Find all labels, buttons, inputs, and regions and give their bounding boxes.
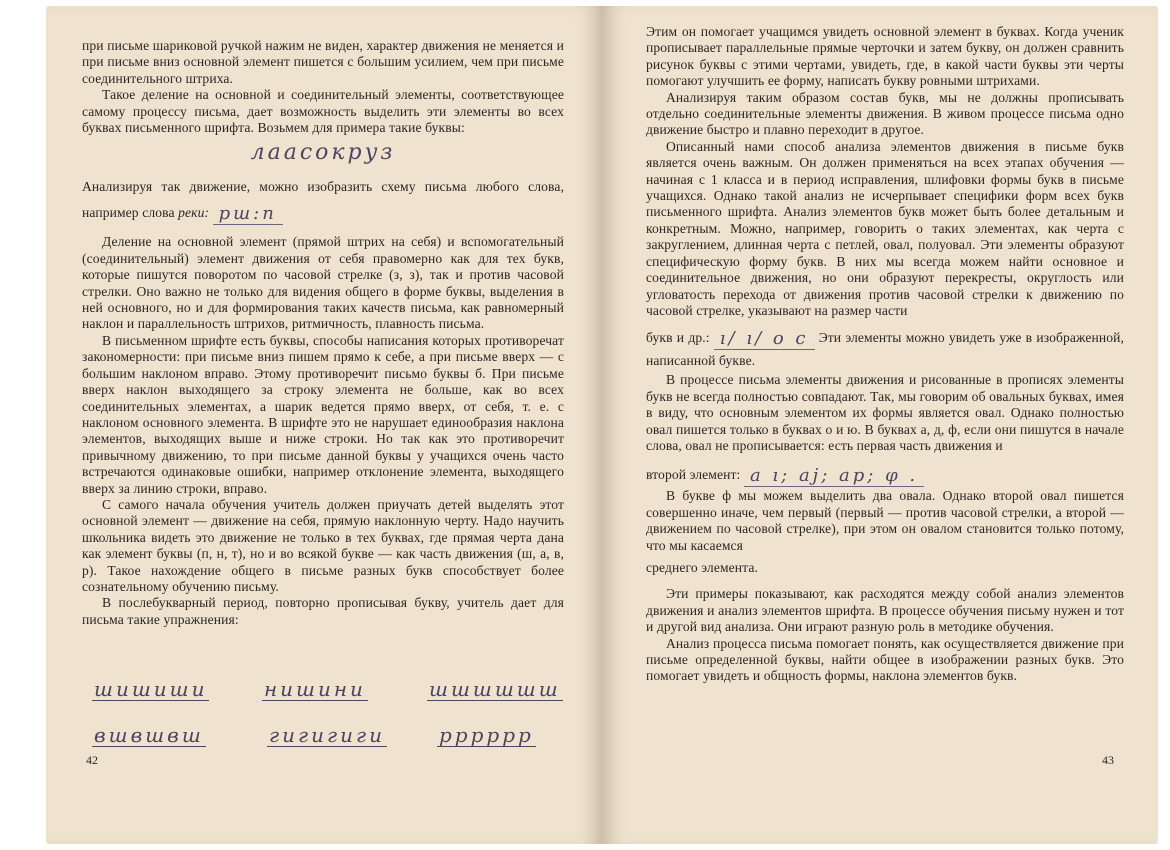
paragraph: Деление на основной элемент (прямой штрих на себя) и вспомогательный (соединительный) элемент движения от себя правомерно как для тех букв, которые пишутся поворотом по часовой стрелке (з, з), так и против часовой стрелки. Оно важно не только для видения общего в форме буквы, выделения в ней основного, но и для формирования таких качеств письма, как равномерный наклон и параллельность штрихов, ритмичность, плавность письма.	[82, 234, 564, 332]
exercise-line: шишиши	[94, 677, 208, 701]
paragraph	[646, 327, 1124, 372]
paragraph: В послебукварный период, повторно прописывая букву, учитель дает для письма такие упражнения:	[82, 595, 564, 627]
exercise-line: шшшшшш	[429, 677, 561, 701]
paragraph: среднего элемента.	[646, 559, 758, 575]
paragraph: Этим он помогает учащимся увидеть основной элемент в буквах. Когда ученик прописывает параллельные прямые черточки и затем букву, он должен сравнить рисунок буквы с этими чертами, увидеть, где, в какой части буквы эти черты помогают улучшить ее форму, написать букву ровными штрихами.	[646, 24, 1124, 89]
handwriting-letters: лаасокруз	[250, 140, 396, 166]
paragraph: С самого начала обучения учитель должен приучать детей выделять этот основной элемент — движение на себя, прямую наклонную черту. Надо научить школьника видеть это движение не только в тех буквах, где прямая черта дана как элемент буквы (п, н, т), но и во всякой букве — как часть движения (ш, а, в, р). Такое нахождение общего в письме разных букв способствует более сознательному обучению письму.	[82, 496, 564, 594]
exercise-line: вшвшвш	[94, 723, 204, 747]
elements-example: ı/ ı/ o c	[714, 329, 815, 350]
page-number: 42	[86, 753, 98, 767]
paragraph: Описанный нами способ анализа элементов движения в письме букв является очень важным. Он должен применяться на всех этапах обучения — начиная с 1 класса и в период исправления, шлифовки формы букв в письме учащихся. Однако такой анализ не исчерпывает специфики форм всех букв письменного шрифта. Анализ элементов букв может быть более детальным и конкретным. Можно, например, говорить о таких элементах, как черта с закруглением, длинная черта с петлей, овал, полуовал. Эти элементы образуют специфическую форму букв. В них мы всегда можем найти основное и соединительное движения, но они образуют перекресты, округлость или угловатость перехода от движения против часовой стрелки к движению по часовой стрелке, указывают на размер части	[646, 138, 1124, 318]
paragraph: В письменном шрифте есть буквы, способы написания которых противоречат закономерности: при письме вниз пишем прямо к себе, а при письме вверх — с большим наклоном вправо. Этому противоречит письмо буквы б. При письме вверх наклон выходящего за строку элемента не больше, как во всех соединительных элементах, а шарик ведется прямо вверх, от себя, т. е. с наклоном основного элемента. В шрифте это не нарушает единообразия наклона элементов, выходящих выше и ниже строки. Но так как это противоречит привычному движению, то при письме данной буквы у учащихся очень часто встречаются одинаковые ошибки, например отклонение элемента, выходящего вверх за линию строки, вправо.	[82, 332, 564, 496]
paragraph	[82, 174, 564, 226]
second-element-example: a ı; aj; ap; φ .	[744, 466, 924, 487]
paragraph: Эти примеры показывают, как расходятся между собой анализ элементов движения и анализ элементов шрифта. В процессе обучения письму нужен и тот и другой вид анализа. Они играют разную роль в методике обучения.	[646, 586, 1124, 635]
paragraph: В процессе письма элементы движения и рисованные в прописях элементы букв не всегда полностью совпадают. Так, мы говорим об овальных буквах, имея в виду, что основным элементом их формы является овал. Однако полностью овал пишется только в буквах о и ю. В буквах а, д, ф, если они пишутся в начале слова, овал не прописывается: есть первая часть движения и	[646, 372, 1124, 453]
paragraph-text: Анализируя так движение, можно изобразить схему письма любого слова, например слова	[82, 179, 564, 221]
example-scheme: рш:п	[213, 204, 283, 225]
paragraph: Такое деление на основной и соединительный элементы, соответствующее самому процессу письма, дает возможность выделить эти элементы во всех буквах письменного шрифта. Возьмем для примера такие буквы:	[82, 87, 564, 136]
paragraph: при письме шариковой ручкой нажим не виден, характер движения не меняется и при письме вниз основной элемент пишется с большим усилием, чем при письме соединительного штриха.	[82, 38, 564, 86]
right-page	[602, 6, 1158, 844]
exercise-line: рррррр	[439, 723, 534, 747]
paragraph-text: второй элемент:	[646, 467, 741, 483]
paragraph: Анализ процесса письма помогает понять, как осуществляется движение при письме определенной буквы, найти общее в изображении разных букв. Это помогает увидеть и общность формы, наклона элементов букв.	[646, 635, 1124, 684]
paragraph: Анализируя таким образом состав букв, мы не должны прописывать отдельно соединительные элементы движения. В живом процессе письма одно движение быстро и плавно переходит в другое.	[646, 89, 1124, 138]
example-word: реки:	[178, 205, 210, 221]
left-page-text	[82, 38, 564, 628]
paragraph	[646, 462, 1124, 488]
paragraph: В букве ф мы можем выделить два овала. Однако второй овал пишется совершенно иначе, чем первый (первый — против часовой стрелки, а второй — движением по часовой стрелке), при этом он овалом становится только потому, что мы касаемся	[646, 488, 1124, 553]
left-page	[46, 6, 602, 844]
paragraph-text: букв и др.:	[646, 330, 710, 346]
paragraph-text: Эти элементы можно увидеть уже в изображенной, написанной букве.	[646, 330, 1125, 369]
right-page-text	[646, 24, 1124, 685]
handwriting-exercises	[82, 678, 572, 758]
exercise-line: нишини	[264, 677, 366, 701]
page-number: 43	[1102, 753, 1114, 767]
exercise-line: гигигиги	[269, 723, 385, 747]
